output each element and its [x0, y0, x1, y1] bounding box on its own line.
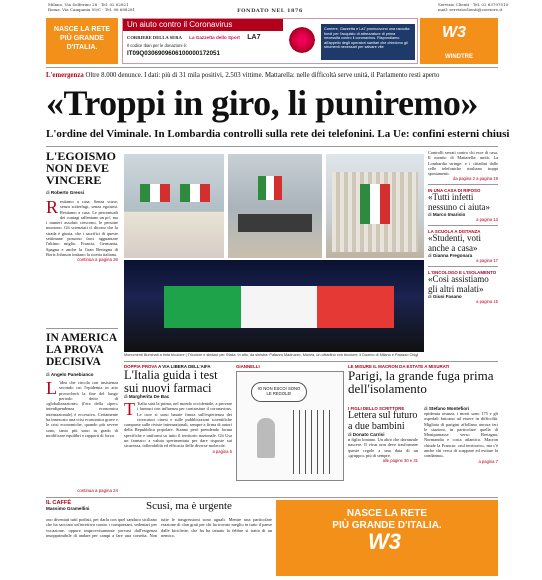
masthead-address-milano: Milano, Via Solferino 28 · Tel. 02 62821 — [48, 2, 129, 7]
s3-kicker: L'ONCOLOGO E L'ISOLAMENTO — [428, 270, 497, 276]
caffe-body: ono diventati tutti podisti, per darla con quel sandaco siciliano che ha sacciato un'invettiva contro i compaesani, sedentari per vocazione, oppure improvvisamente pervasi dall'esigenza insopprimibile di andare per campi a fare una corsetta. Non tutte le trasgressioni sono uguali. Mentre una particolare reazione di clan grati per chi ha trovato meglio in tutto il paese dalle biciclette, che ha ha tatuato la febbre si tratta di un nemico. — [46, 517, 272, 538]
caffe-label: IL CAFFÈ — [46, 500, 72, 506]
kicker-main: DOPPIA PROVA — [124, 364, 158, 369]
parigi-byline: di Stefano Montefiori — [424, 406, 470, 411]
masthead-left-info — [48, 2, 135, 12]
s1-kicker: IN UNA CASA DI RIPOSO — [428, 188, 481, 194]
byline-author: Roberto Gressi — [50, 190, 85, 195]
s1-title[interactable]: «Tutti infetti nessuno ci aiuta» — [428, 192, 490, 212]
masthead-right-info — [438, 2, 508, 12]
s1-byline: di Marco Imarisio — [428, 212, 466, 218]
ad-left-line3: D'ITALIA. — [66, 44, 98, 51]
masthead-address-roma: Roma, Via Campania 59/C · Tel. 06 688281 — [48, 7, 136, 12]
lettera-title[interactable]: Lettera sul futuro a due bambini — [348, 410, 418, 432]
s3-page[interactable]: a pagina 15 — [476, 299, 498, 305]
emergency-label: L'emergenza — [46, 72, 84, 79]
parigi-page[interactable]: a pagina 7 — [478, 458, 498, 464]
intro-text: Controlli serrati contro chi esce di casa. Il monito di Mattarella: unità. La Lombardia stringe: e i cittadini dalle celle telefoniche risultano troppi spostamenti. — [428, 150, 498, 177]
tricolor-flag-icon — [140, 184, 170, 202]
lettera-box — [348, 406, 418, 463]
cage-bars — [293, 410, 335, 474]
byline-prefix: di — [46, 372, 50, 377]
parigi-title[interactable]: Parigi, la grande fuga prima dell'isolamento — [348, 368, 494, 396]
tricolor-flag-icon — [360, 184, 390, 224]
main-subhead: L'ordine del Viminale. In Lombardia controlli sulla rete dei telefonini. La Ue: confini esterni chiusi — [46, 128, 510, 140]
logo-la7: LA7 — [247, 34, 261, 41]
cartoon-image[interactable] — [236, 371, 344, 481]
left-column — [46, 149, 118, 493]
editorial-byline — [46, 190, 118, 195]
ad-bottom-line1: NASCE LA RETE — [346, 508, 428, 519]
photo-chigi-night[interactable] — [124, 260, 424, 352]
america-title[interactable]: IN AMERICA LA PROVA DECISIVA — [46, 332, 117, 368]
photo-duomo[interactable] — [326, 154, 424, 258]
lettera-byline: di Donato Carrisi — [348, 432, 385, 437]
caffe-column — [46, 500, 272, 538]
dropcap: T — [124, 399, 135, 419]
s2-title[interactable]: «Studenti, voti anche a casa» — [428, 233, 482, 253]
divider — [428, 225, 498, 226]
masthead-strip — [0, 0, 542, 16]
parigi-body: epidemia avanza, i morti sono 175 e gli ospedali faticano ad essere in difficoltà. Migliaia di parigini affollano ancora ieri le stazioni, in particolare quella di Montparnasse verso Bretagna, Normandia e costa atlantica. Macron chiude la Francia: «sul territorio», ma c'è anche chi cerca di scappare ed evitare la condanna». — [424, 411, 498, 459]
logo-corriere: CORRIERE DELLA SERA — [127, 35, 182, 40]
editorial-continue[interactable]: continua a pagina 26 — [77, 257, 118, 263]
farmaci-title[interactable]: L'Italia guida i test sui nuovi farmaci — [124, 368, 218, 395]
kicker-secondary: A VIA LIBERA DELL'AIFA — [158, 364, 211, 369]
figure-person — [257, 418, 275, 458]
divider-top — [46, 67, 498, 68]
tricolor-flag-icon — [180, 184, 210, 202]
byline-author: Angelo Panebianco — [50, 372, 94, 377]
cartoon-giannelli — [236, 364, 344, 481]
story-farmaci — [124, 364, 232, 454]
windtre-brand: WINDTRE — [445, 54, 473, 60]
emergency-line — [46, 72, 498, 79]
byline-author: Margherita De Bac — [128, 394, 170, 399]
divider — [428, 266, 498, 267]
illuminated-tricolor-icon — [164, 286, 394, 328]
tricolor-flag-icon — [258, 176, 282, 200]
photo-strip — [124, 154, 424, 258]
fundraiser-title: Un aiuto contro il Coronavirus — [123, 19, 283, 31]
america-continue[interactable]: continua a pagina 24 — [77, 488, 118, 493]
ad-left-line1: NASCE LA RETE — [53, 26, 111, 33]
lettera-body: n figlio lontano. Un altro che davanzale nascere. Il virus non deve trasformare queste regole a una data di un «gruppo» più di sempre. — [348, 437, 418, 458]
fundraiser-logos — [127, 34, 266, 41]
ad-bottom-windtre[interactable] — [276, 500, 498, 576]
virus-icon — [287, 25, 317, 55]
fundraiser-description: Corriere, Gazzetta e La7 promuovono una raccolta fondi per l'acquisto di attrezzature di prima necessità contro il coronavirus. Rispondiamo all'appello degli operatori sanitari che chiedono gli strumenti necessari per salvare vite — [321, 24, 415, 60]
windtre-logo-icon: W3 — [368, 529, 401, 554]
masthead-founded: FONDATO NEL 1876 — [237, 8, 303, 14]
editorial-body — [46, 199, 118, 257]
parigi-body-box — [424, 406, 498, 464]
s2-kicker: LA SCUOLA A DISTANZA — [428, 229, 481, 235]
right-column — [428, 150, 498, 304]
farmaci-byline: di Margherita De Bac — [124, 394, 170, 399]
divider-bottom — [46, 497, 498, 498]
fundraiser-box[interactable] — [122, 18, 418, 64]
editorial-text: estiamo a casa. Senza scuse, senza sotterfugi, senza egoismi. Restiamo a casa. Le percentuali dei contagi rallentano un po', ma i numeri assoluti crescono, le persone muoiono. Gli scienziati ci dicono che la strada è giusta, che i sacrifici di queste settimane possono farci agguantare l'ultimo miglio. Francia, Germania, Spagna e anche la Gran Bretagna di Boris Johnson imitano la ricetta italiana. — [46, 199, 118, 257]
ad-right-windtre[interactable] — [420, 18, 498, 64]
masthead-customer-service: Servizio Clienti · Tel. 02 63797510 — [438, 2, 509, 7]
iban-code: IT09Q0306909606100000172051 — [127, 50, 220, 57]
divider-headline — [46, 146, 498, 147]
divider — [428, 184, 498, 185]
farmaci-text: 'Italia sarà la prima, nel mondo occidentale, a provare i farmaci con influenza per contrastare il coronavirus. Le cure si sono basate finora sull'esperienza dei ricercatori cinesi e sulle pubblicazioni scientifiche comparse sulle riviste internazionali, sempre a firma di autori della Repubblica popolare. Stanno però prendendo forma specifiche e uniformi su tutto il territorio nazionale. Gli Usa un farmaco a valuta sperimentata per dare risposte sui sicurezza, tollerabilità ed efficacia delle diverse molecole. — [124, 401, 232, 449]
balcony-railing — [238, 214, 312, 232]
farmaci-page[interactable]: a pagina 5 — [212, 448, 232, 454]
editorial-title[interactable]: L'EGOISMO NON DEVE VINCERE — [46, 149, 117, 187]
s2-byline: di Gianna Fregonara — [428, 253, 473, 259]
s3-byline: di Giusi Fasano — [428, 294, 462, 300]
s2-page[interactable]: a pagina 17 — [476, 258, 498, 264]
byline-author: Giusi Fasano — [432, 294, 462, 300]
intro-pages[interactable]: da pagina 2 a pagina 19 — [453, 176, 498, 182]
kicker-main: LE MISURE — [348, 364, 372, 369]
story-parigi — [348, 364, 498, 464]
logo-gazzetta: La Gazzetta dello Sport — [189, 35, 240, 40]
emergency-text: Oltre 8.000 denunce. I dati: più di 31 mila positivi, 2.503 vittime. Mattarella: nelle difficoltà serve unità, il Parlamento resti aperto — [85, 72, 440, 79]
byline-author: Marco Imarisio — [432, 212, 466, 218]
photo-palazzo[interactable] — [124, 154, 224, 258]
ad-bottom-line2: PIÙ GRANDE D'ITALIA. — [332, 520, 442, 531]
ad-left-windtre[interactable] — [46, 18, 118, 64]
lettera-kicker: I FIGLI DELLO SCRITTORE — [348, 406, 405, 411]
byline-author: Stefano Montefiori — [428, 406, 470, 411]
lettera-page[interactable]: alle pagine 30 e 31 — [382, 458, 418, 464]
masthead-mail: mail: servizioclienti@corriere.it — [438, 7, 503, 12]
s1-page[interactable]: a pagina 13 — [476, 217, 498, 223]
america-byline — [46, 372, 94, 377]
photo-balcony[interactable] — [228, 154, 322, 258]
caffe-title[interactable]: Scusi, ma è urgente — [146, 500, 232, 512]
divider-mid — [124, 361, 498, 362]
byline-author: Massimo Gramellini — [46, 506, 90, 511]
windtre-logo-icon: W3 — [442, 24, 466, 41]
ad-left-line2: PIÙ GRANDE — [60, 35, 104, 42]
speech-bubble: IO NON ESCO! SONO LE REGOLE! — [251, 382, 307, 402]
america-text: 'idea che circola con insistenza secondo cui l'epidemia in atto provocherà la fine del lungo periodo detto di «globalizzazione» (l'era della «iper» interdipendenza economica internazionale) è eccessiva. Certamente ha innescato una crisi economica grave e le crisi economiche, quando più severe sono, tanto più sono in grado di modificare equilibri e rapporti di forza. — [46, 380, 118, 438]
dropcap: L — [46, 378, 57, 398]
byline-author: Donato Carrisi — [352, 432, 385, 437]
divider-left — [46, 328, 118, 329]
byline-prefix: di — [46, 190, 50, 195]
s3-title[interactable]: «Così assistiamo gli altri malati» — [428, 274, 489, 294]
byline-author: Gianna Fregonara — [432, 253, 473, 259]
photo-caption: Monumenti illuminati a tinta tricolore | Tricolore e sindaci per l'Italia. In alto, da sinistra: Palazzo Madruzzo, Monza, un cittadino con tricolore, il Duomo di Milano e Palazzo Chigi — [124, 353, 419, 357]
farmaci-body — [124, 401, 232, 449]
dropcap: R — [46, 197, 59, 217]
iban-label: Il codice Iban per le donazioni è: — [127, 43, 188, 48]
main-headline[interactable]: «Troppi in giro, li puniremo» — [46, 83, 478, 123]
america-body — [46, 380, 118, 438]
kicker-secondary: IL MACRON DA ESTATE A MISURATI — [373, 364, 450, 369]
cartoon-label: GIANNELLI — [236, 364, 260, 369]
